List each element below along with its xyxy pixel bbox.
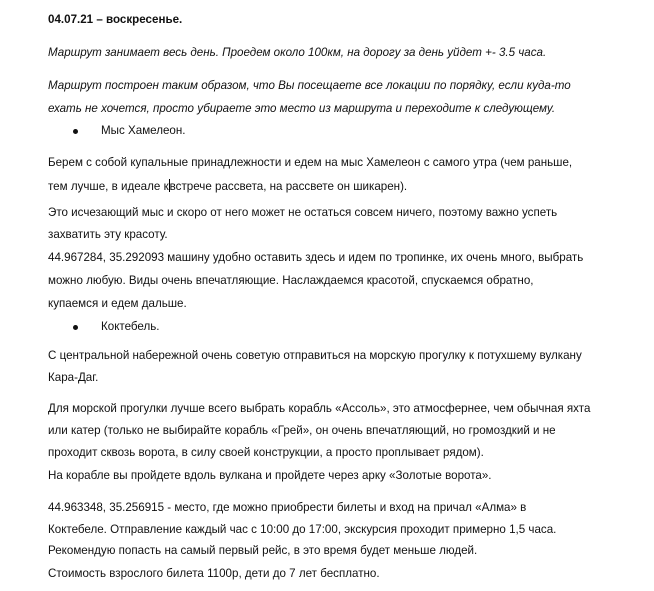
- paragraph-line: Коктебеле. Отправление каждый час с 10:00 до 17:00, экскурсия проходит примерно 1,5 часа.: [48, 523, 557, 536]
- intro-line: Маршрут занимает весь день. Проедем около 100км, на дорогу за день уйдет +- 3.5 часа.: [48, 46, 547, 59]
- paragraph-line: Кара-Даг.: [48, 371, 99, 384]
- text: тем лучше, в идеале к: [48, 180, 169, 193]
- bullet-item-koktebel: Коктебель.: [101, 320, 160, 333]
- paragraph-line: Рекомендую попасть на самый первый рейс, в это время будет меньше людей.: [48, 544, 478, 557]
- heading: 04.07.21 – воскресенье.: [48, 13, 183, 26]
- paragraph-line: можно любую. Виды очень впечатляющие. Наслаждаемся красотой, спускаемся обратно,: [48, 274, 534, 287]
- paragraph-line: Берем с собой купальные принадлежности и едем на мыс Хамелеон с самого утра (чем раньше,: [48, 156, 573, 169]
- text: встрече рассвета, на рассвете он шикарен).: [169, 180, 408, 193]
- paragraph-line: 44.963348, 35.256915 - место, где можно приобрести билеты и вход на причал «Алма» в: [48, 501, 527, 514]
- paragraph-line: или катер (только не выбирайте корабль «Грей», он очень впечатляющий, но громоздкий и не: [48, 424, 556, 437]
- paragraph-line: захватить эту красоту.: [48, 228, 168, 241]
- bullet-item-chameleon: Мыс Хамелеон.: [101, 124, 186, 137]
- intro-line: ехать не хочется, просто убираете это место из маршрута и переходите к следующему.: [48, 102, 556, 115]
- paragraph-line: 44.967284, 35.292093 машину удобно оставить здесь и идем по тропинке, их очень много, выбрать: [48, 251, 584, 264]
- paragraph-line: Стоимость взрослого билета 1100р, дети до 7 лет бесплатно.: [48, 567, 380, 580]
- paragraph-line: [48, 179, 407, 194]
- paragraph-line: Это исчезающий мыс и скоро от него может не остаться совсем ничего, поэтому важно успеть: [48, 206, 558, 219]
- intro-line: Маршрут построен таким образом, что Вы посещаете все локации по порядку, если куда-то: [48, 79, 571, 92]
- paragraph-line: Для морской прогулки лучше всего выбрать корабль «Ассоль», это атмосфернее, чем обычная яхта: [48, 402, 591, 415]
- paragraph-line: проходит сквозь ворота, в силу своей конструкции, а просто проплывает рядом).: [48, 446, 484, 459]
- paragraph-line: С центральной набережной очень советую отправиться на морскую прогулку к потухшему вулкану: [48, 349, 582, 362]
- paragraph-line: На корабле вы пройдете вдоль вулкана и пройдете через арку «Золотые ворота».: [48, 469, 492, 482]
- paragraph-line: купаемся и едем дальше.: [48, 297, 187, 310]
- bullet-icon: [73, 325, 78, 330]
- bullet-icon: [73, 129, 78, 134]
